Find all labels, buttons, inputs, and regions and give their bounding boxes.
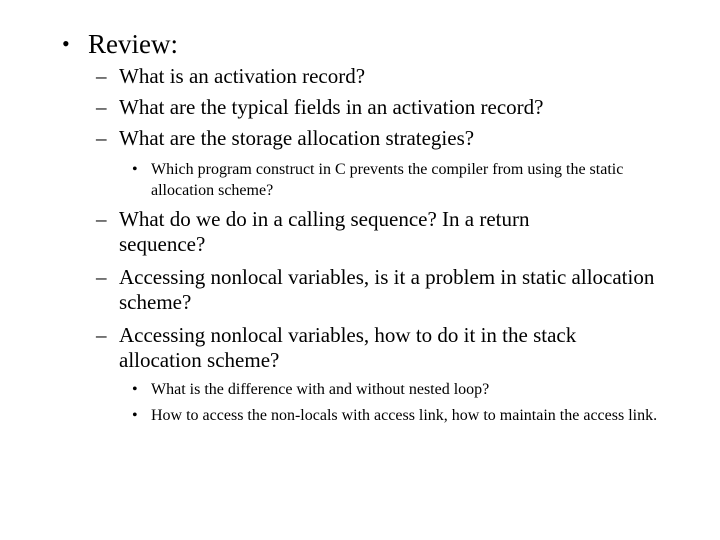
sub-list-item [132,159,632,201]
dash-marker: – [96,64,107,88]
item-text: Accessing nonlocal variables, is it a problem in static allocation scheme? [119,265,655,314]
heading-bullet: • [62,31,70,56]
dash-marker: – [96,323,107,347]
item-text: What are the typical fields in an activation record? [119,95,544,119]
sub-list-item [132,405,677,426]
bullet-marker: • [132,381,138,398]
dash-marker: – [96,265,107,289]
sub-list-item [132,379,692,400]
item-text: What do we do in a calling sequence? In a return sequence? [119,207,530,256]
list-item [96,95,696,120]
list-item [96,265,656,315]
bullet-marker: • [132,407,138,424]
item-text: Accessing nonlocal variables, how to do it in the stack allocation scheme? [119,323,577,372]
list-item [96,207,616,257]
sub-item-text: How to access the non-locals with access link, how to maintain the access link. [151,407,658,424]
heading-text: Review: [88,29,178,59]
dash-marker: – [96,126,107,150]
bullet-marker: • [132,161,138,178]
dash-marker: – [96,207,107,231]
sub-item-text: What is the difference with and without nested loop? [151,381,490,398]
item-text: What are the storage allocation strategies? [119,126,475,150]
list-item [96,323,656,373]
list-item [96,64,696,89]
sub-item-text: Which program construct in C prevents the compiler from using the static allocation scheme? [151,161,624,199]
list-item [96,126,696,151]
item-text: What is an activation record? [119,64,366,88]
dash-marker: – [96,95,107,119]
